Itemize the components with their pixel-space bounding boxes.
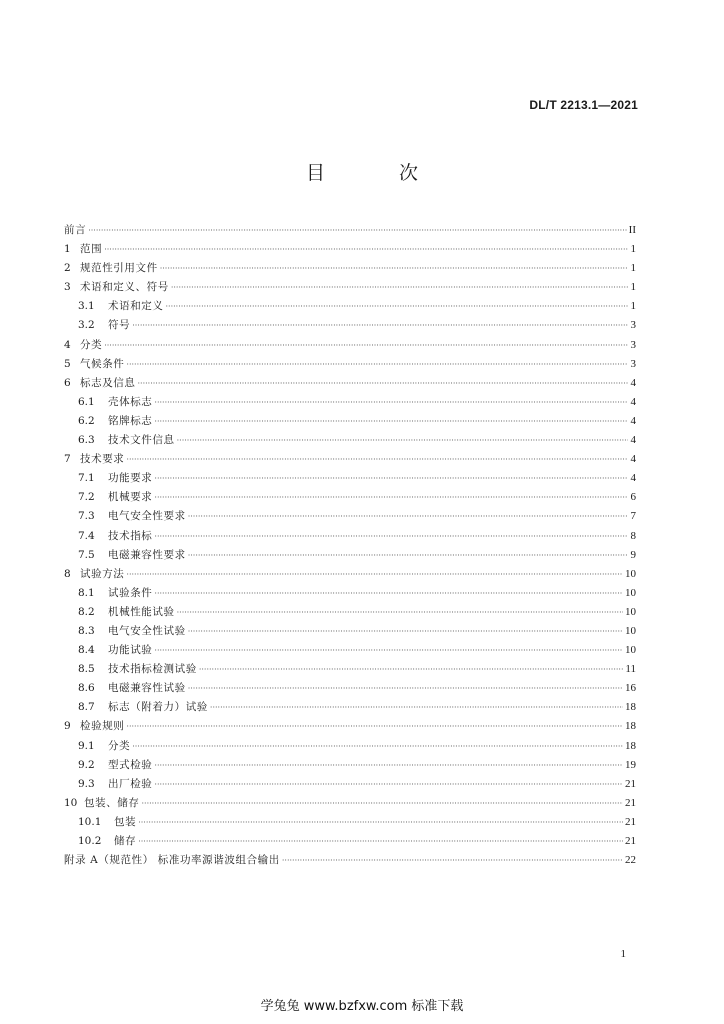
toc-entry-page: 4 bbox=[630, 472, 636, 485]
toc-entry[interactable] bbox=[64, 660, 636, 679]
toc-entry-title: 技术指标 bbox=[108, 529, 153, 542]
toc-entry-page: 10 bbox=[625, 644, 636, 657]
toc-leader-dots bbox=[188, 679, 623, 698]
toc-entry-title: 型式检验 bbox=[108, 758, 153, 771]
toc-entry-number: 8.5 bbox=[78, 663, 95, 676]
toc-entry[interactable] bbox=[64, 546, 636, 565]
standard-code: DL/T 2213.1—2021 bbox=[529, 98, 638, 112]
toc-entry-page: 18 bbox=[625, 720, 636, 733]
toc-leader-dots bbox=[88, 221, 626, 240]
toc-entry-page: 4 bbox=[630, 376, 636, 389]
toc-entry[interactable] bbox=[64, 756, 636, 775]
toc-entry[interactable] bbox=[64, 278, 636, 297]
toc-entry-title: 电磁兼容性要求 bbox=[108, 548, 186, 561]
toc-entry[interactable] bbox=[64, 698, 636, 717]
toc-entry[interactable] bbox=[64, 679, 636, 698]
toc-entry-number: 7.3 bbox=[78, 510, 95, 523]
toc-entry-number: 8.7 bbox=[78, 701, 95, 714]
toc-entry-title: 附录 A（规范性） 标准功率源谐波组合输出 bbox=[64, 854, 280, 867]
toc-entry-title: 气候条件 bbox=[80, 357, 125, 370]
toc-entry[interactable] bbox=[64, 221, 636, 240]
toc-entry-number: 3.1 bbox=[78, 300, 95, 313]
toc-leader-dots bbox=[154, 412, 628, 431]
toc-entry[interactable] bbox=[64, 584, 636, 603]
toc-entry-page: 4 bbox=[630, 453, 636, 466]
toc-entry-number: 10.1 bbox=[78, 815, 102, 828]
toc-entry-title: 检验规则 bbox=[80, 720, 125, 733]
toc-entry-title: 符号 bbox=[108, 319, 131, 332]
toc-entry-number: 8.6 bbox=[78, 682, 95, 695]
toc-entry-page: 10 bbox=[625, 567, 636, 580]
toc-entry-number: 8.1 bbox=[78, 586, 95, 599]
toc-entry-page: 9 bbox=[630, 548, 636, 561]
toc-entry-page: 4 bbox=[630, 414, 636, 427]
toc-leader-dots bbox=[177, 603, 623, 622]
toc-entry-number: 6.3 bbox=[78, 434, 95, 447]
toc-entry-number: 9.1 bbox=[78, 739, 95, 752]
toc-leader-dots bbox=[154, 641, 623, 660]
toc-entry-title: 技术指标检测试验 bbox=[108, 663, 197, 676]
toc-leader-dots bbox=[138, 813, 623, 832]
toc-entry[interactable] bbox=[64, 469, 636, 488]
toc-entry-title: 标志（附着力）试验 bbox=[108, 701, 208, 714]
toc-entry[interactable] bbox=[64, 775, 636, 794]
toc-entry[interactable] bbox=[64, 832, 636, 851]
toc-entry[interactable] bbox=[64, 297, 636, 316]
toc-entry[interactable] bbox=[64, 717, 636, 736]
toc-entry[interactable] bbox=[64, 450, 636, 469]
toc-entry-title: 规范性引用文件 bbox=[80, 262, 158, 275]
toc-entry-title: 试验条件 bbox=[108, 586, 153, 599]
toc-entry-title: 技术要求 bbox=[80, 453, 125, 466]
toc-entry-number: 1 bbox=[64, 243, 71, 256]
toc-entry-number: 7.2 bbox=[78, 491, 95, 504]
toc-entry-title: 电气安全性试验 bbox=[108, 624, 186, 637]
toc-entry-page: 3 bbox=[630, 319, 636, 332]
toc-entry-number: 7.1 bbox=[78, 472, 95, 485]
toc-entry-page: 11 bbox=[625, 663, 636, 676]
toc-leader-dots bbox=[126, 355, 628, 374]
toc-entry-number: 6 bbox=[64, 376, 71, 389]
toc-entry-title: 术语和定义 bbox=[108, 300, 164, 313]
toc-entry-title: 功能试验 bbox=[108, 644, 153, 657]
toc-leader-dots bbox=[142, 794, 624, 813]
toc-entry[interactable] bbox=[64, 240, 636, 259]
toc-entry[interactable] bbox=[64, 374, 636, 393]
toc-entry-title: 包装 bbox=[114, 815, 137, 828]
toc-leader-dots bbox=[132, 316, 628, 335]
toc-entry-title: 电气安全性要求 bbox=[108, 510, 186, 523]
toc-entry-page: II bbox=[628, 224, 636, 236]
toc-entry-page: 10 bbox=[625, 624, 636, 637]
toc-entry-page: 1 bbox=[630, 300, 636, 313]
toc-entry-number: 9.3 bbox=[78, 777, 95, 790]
toc-leader-dots bbox=[126, 717, 623, 736]
toc-entry-title: 机械要求 bbox=[108, 491, 153, 504]
toc-leader-dots bbox=[154, 488, 628, 507]
toc-entry-page: 21 bbox=[625, 815, 636, 828]
page-title: 目 次 bbox=[305, 162, 453, 184]
toc-entry-title: 机械性能试验 bbox=[108, 605, 175, 618]
toc-entry-title: 前言 bbox=[64, 224, 87, 236]
toc-leader-dots bbox=[188, 546, 628, 565]
toc-entry-number: 8.3 bbox=[78, 624, 95, 637]
toc-entry-number: 5 bbox=[64, 357, 71, 370]
toc-entry[interactable] bbox=[64, 259, 636, 278]
toc-entry-title: 铭牌标志 bbox=[108, 414, 153, 427]
toc-entry-title: 技术文件信息 bbox=[108, 434, 175, 447]
toc-leader-dots bbox=[126, 565, 623, 584]
toc-entry[interactable] bbox=[64, 737, 636, 756]
toc-leader-dots bbox=[104, 336, 628, 355]
toc-leader-dots bbox=[199, 660, 624, 679]
toc-leader-dots bbox=[160, 259, 628, 278]
toc-entry-page: 3 bbox=[630, 338, 636, 351]
toc-entry-title: 分类 bbox=[80, 338, 103, 351]
toc-entry-page: 18 bbox=[625, 739, 636, 752]
toc-entry-number: 7 bbox=[64, 453, 71, 466]
toc-entry-number: 10 bbox=[64, 796, 78, 809]
toc-entry[interactable] bbox=[64, 316, 636, 335]
toc-entry-page: 7 bbox=[630, 510, 636, 523]
toc-entry-title: 术语和定义、符号 bbox=[80, 281, 169, 294]
toc-entry-page: 3 bbox=[630, 357, 636, 370]
toc-entry-number: 9 bbox=[64, 720, 71, 733]
toc-entry-title: 储存 bbox=[114, 835, 137, 847]
toc-entry-title: 范围 bbox=[80, 243, 103, 256]
toc-leader-dots bbox=[154, 527, 628, 546]
toc-entry-number: 3 bbox=[64, 281, 71, 294]
toc-leader-dots bbox=[154, 393, 628, 412]
toc-entry-page: 21 bbox=[625, 835, 636, 847]
toc-leader-dots bbox=[282, 851, 623, 870]
toc-entry-title: 试验方法 bbox=[80, 567, 125, 580]
toc-leader-dots bbox=[188, 507, 628, 526]
watermark-footer: 学兔兔 www.bzfxw.com 标准下载 bbox=[260, 999, 464, 1014]
toc-entry-title: 壳体标志 bbox=[108, 395, 153, 408]
toc-leader-dots bbox=[138, 374, 629, 393]
toc-entry-number: 9.2 bbox=[78, 758, 95, 771]
toc-leader-dots bbox=[171, 278, 628, 297]
toc-entry-page: 10 bbox=[625, 586, 636, 599]
toc-leader-dots bbox=[132, 737, 623, 756]
toc-entry-number: 7.5 bbox=[78, 548, 95, 561]
toc-entry-number: 3.2 bbox=[78, 319, 95, 332]
toc-entry[interactable] bbox=[64, 641, 636, 660]
toc-entry-title: 电磁兼容性试验 bbox=[108, 682, 186, 695]
toc-entry-number: 8.4 bbox=[78, 644, 95, 657]
toc-entry[interactable] bbox=[64, 507, 636, 526]
toc-leader-dots bbox=[166, 297, 629, 316]
toc-entry-title: 分类 bbox=[108, 739, 131, 752]
toc-leader-dots bbox=[154, 775, 623, 794]
toc-leader-dots bbox=[154, 469, 628, 488]
toc-entry-page: 1 bbox=[630, 262, 636, 275]
toc-entry-page: 21 bbox=[625, 777, 636, 790]
toc-entry-number: 7.4 bbox=[78, 529, 95, 542]
toc-leader-dots bbox=[126, 450, 628, 469]
toc-entry-page: 21 bbox=[625, 796, 636, 809]
toc-entry-title: 标志及信息 bbox=[80, 376, 136, 389]
toc-leader-dots bbox=[154, 756, 623, 775]
toc-entry-number: 6.1 bbox=[78, 395, 95, 408]
toc-entry[interactable] bbox=[64, 431, 636, 450]
toc-leader-dots bbox=[138, 832, 623, 851]
toc-entry-page: 22 bbox=[625, 854, 636, 867]
toc-entry-number: 8 bbox=[64, 567, 71, 580]
toc-entry-page: 4 bbox=[630, 395, 636, 408]
toc-entry[interactable] bbox=[64, 393, 636, 412]
toc-entry-number: 4 bbox=[64, 338, 71, 351]
toc-entry-title: 包装、储存 bbox=[84, 796, 140, 809]
table-of-contents bbox=[64, 221, 636, 870]
toc-entry[interactable] bbox=[64, 794, 636, 813]
toc-entry[interactable] bbox=[64, 488, 636, 507]
toc-leader-dots bbox=[177, 431, 628, 450]
toc-entry-page: 16 bbox=[625, 682, 636, 695]
toc-leader-dots bbox=[154, 584, 623, 603]
toc-entry[interactable] bbox=[64, 603, 636, 622]
toc-entry-page: 8 bbox=[630, 529, 636, 542]
toc-entry-number: 6.2 bbox=[78, 414, 95, 427]
toc-entry[interactable] bbox=[64, 355, 636, 374]
toc-entry-title: 功能要求 bbox=[108, 472, 153, 485]
toc-entry-number: 10.2 bbox=[78, 835, 102, 847]
toc-entry[interactable] bbox=[64, 336, 636, 355]
toc-entry[interactable] bbox=[64, 622, 636, 641]
page-number: 1 bbox=[620, 948, 626, 960]
toc-leader-dots bbox=[188, 622, 623, 641]
toc-entry-page: 6 bbox=[630, 491, 636, 504]
toc-entry[interactable] bbox=[64, 565, 636, 584]
toc-entry-page: 10 bbox=[625, 605, 636, 618]
toc-entry-page: 1 bbox=[630, 281, 636, 294]
toc-entry-number: 8.2 bbox=[78, 605, 95, 618]
toc-entry-page: 18 bbox=[625, 701, 636, 714]
toc-entry[interactable] bbox=[64, 813, 636, 832]
toc-leader-dots bbox=[210, 698, 623, 717]
toc-entry-page: 1 bbox=[630, 243, 636, 256]
toc-entry-number: 2 bbox=[64, 262, 71, 275]
toc-entry-title: 出厂检验 bbox=[108, 777, 153, 790]
toc-entry[interactable] bbox=[64, 412, 636, 431]
toc-leader-dots bbox=[104, 240, 628, 259]
toc-entry[interactable] bbox=[64, 527, 636, 546]
toc-entry-page: 19 bbox=[625, 758, 636, 771]
toc-entry-page: 4 bbox=[630, 434, 636, 447]
toc-entry[interactable] bbox=[64, 851, 636, 870]
